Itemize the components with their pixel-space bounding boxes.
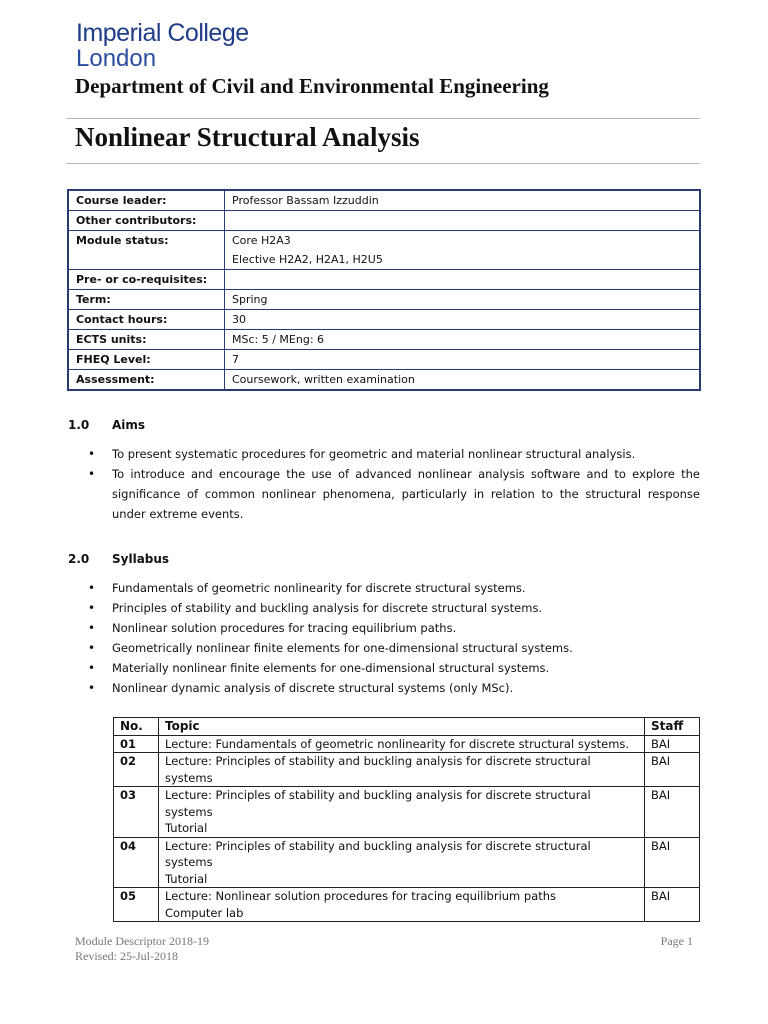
syllabus-item: • Nonlinear solution procedures for tracing equilibrium paths. [88, 618, 700, 638]
topic-line: Computer lab [165, 905, 244, 920]
info-row [68, 310, 700, 330]
topic-line: Lecture: Principles of stability and buckling analysis for discrete structural [165, 788, 591, 802]
topic-row [114, 787, 700, 838]
divider-top [66, 118, 700, 119]
topic-number: 05 [114, 888, 159, 922]
topic-line: Lecture: Principles of stability and buckling analysis for discrete structural [165, 754, 591, 768]
info-value [225, 190, 701, 211]
aims-item: • To introduce and encourage the use of advanced nonlinear analysis software and to explore the significance of common nonlinear phenomena, particularly in relation to the structural response under extreme events. [88, 464, 700, 524]
info-label: Module status: [68, 231, 225, 270]
topic-number: 01 [114, 735, 159, 753]
info-label: Assessment: [68, 370, 225, 391]
info-label: Other contributors: [68, 211, 225, 231]
logo-line-1: Imperial College [76, 19, 249, 47]
topic-line: systems [165, 855, 213, 869]
topic-row [114, 837, 700, 888]
info-row [68, 370, 700, 391]
topic-number: 02 [114, 753, 159, 787]
topic-line: Tutorial [165, 821, 208, 835]
topic-line: systems [165, 804, 213, 819]
footer-descriptor: Module Descriptor 2018-19 [75, 934, 209, 948]
syllabus-number: 2.0 [68, 552, 90, 566]
aims-item: • To present systematic procedures for geometric and material nonlinear structural analysis. [88, 444, 700, 464]
syllabus-item: • Fundamentals of geometric nonlinearity for discrete structural systems. [88, 578, 700, 598]
header-no: No. [114, 718, 159, 736]
topic-number: 03 [114, 787, 159, 838]
info-value-line [232, 211, 692, 230]
page-title: Nonlinear Structural Analysis [75, 122, 420, 152]
topic-staff: BAI [645, 753, 700, 787]
topic-staff: BAI [645, 787, 700, 838]
divider-bottom [66, 163, 700, 164]
department-heading: Department of Civil and Environmental Engineering [75, 74, 549, 98]
aims-title: Aims [112, 418, 146, 432]
topic-description [159, 837, 645, 888]
info-row [68, 190, 700, 211]
info-value [225, 350, 701, 370]
imperial-college-logo [76, 20, 249, 72]
info-value-line: MSc: 5 / MEng: 6 [232, 333, 325, 346]
footer [75, 934, 209, 964]
info-row [68, 330, 700, 350]
info-value [225, 310, 701, 330]
topic-description [159, 753, 645, 787]
info-label: FHEQ Level: [68, 350, 225, 370]
info-value-line: 7 [232, 353, 239, 366]
aims-heading [68, 418, 145, 432]
topic-line: systems [165, 770, 213, 785]
topic-line: Lecture: Fundamentals of geometric nonlinearity for discrete structural systems. [165, 736, 630, 751]
info-row [68, 290, 700, 310]
info-value-line: Coursework, written examination [232, 373, 415, 386]
topic-description [159, 735, 645, 753]
syllabus-item: • Materially nonlinear finite elements for one-dimensional structural systems. [88, 658, 700, 678]
syllabus-item: • Nonlinear dynamic analysis of discrete structural systems (only MSc). [88, 678, 700, 698]
syllabus-heading [68, 552, 169, 566]
info-value-line: Elective H2A2, H2A1, H2U5 [232, 253, 383, 266]
info-value-line: Professor Bassam Izzuddin [232, 194, 379, 207]
topic-staff: BAI [645, 888, 700, 922]
info-value-line: Spring [232, 293, 268, 306]
topic-number: 04 [114, 837, 159, 888]
info-value-line [232, 270, 692, 289]
header-topic: Topic [159, 718, 645, 736]
topic-description [159, 787, 645, 838]
topic-description [159, 888, 645, 922]
info-label: Term: [68, 290, 225, 310]
info-value [225, 290, 701, 310]
info-value [225, 370, 701, 391]
topic-row [114, 753, 700, 787]
topic-line: Lecture: Nonlinear solution procedures for tracing equilibrium paths [165, 889, 557, 903]
info-value [225, 330, 701, 350]
syllabus-item: • Principles of stability and buckling analysis for discrete structural systems. [88, 598, 700, 618]
info-value [225, 270, 701, 290]
topic-staff: BAI [645, 735, 700, 753]
syllabus-list [88, 578, 700, 698]
info-value [225, 231, 701, 270]
info-row [68, 270, 700, 290]
topic-row [114, 888, 700, 922]
topic-staff: BAI [645, 837, 700, 888]
info-value-line: Core H2A3 [232, 234, 291, 247]
info-row [68, 350, 700, 370]
info-label: Pre- or co-requisites: [68, 270, 225, 290]
topic-row [114, 735, 700, 753]
footer-revised: Revised: 25-Jul-2018 [75, 949, 178, 963]
info-row [68, 211, 700, 231]
header-staff: Staff [645, 718, 700, 736]
info-value [225, 211, 701, 231]
topics-table [113, 717, 700, 922]
info-label: Contact hours: [68, 310, 225, 330]
topic-line: Tutorial [165, 871, 208, 886]
logo-line-2: London [76, 45, 157, 72]
syllabus-item: • Geometrically nonlinear finite elements for one-dimensional structural systems. [88, 638, 700, 658]
topic-line: Lecture: Principles of stability and buckling analysis for discrete structural [165, 838, 591, 853]
topics-header-row [114, 718, 700, 736]
info-label: ECTS units: [68, 330, 225, 350]
aims-number: 1.0 [68, 418, 90, 432]
page-number: Page 1 [660, 934, 693, 948]
info-row [68, 231, 700, 270]
syllabus-title: Syllabus [112, 552, 170, 566]
info-label: Course leader: [68, 190, 225, 211]
aims-list [88, 444, 700, 524]
info-value-line: 30 [232, 313, 246, 326]
module-info-table [67, 189, 701, 391]
